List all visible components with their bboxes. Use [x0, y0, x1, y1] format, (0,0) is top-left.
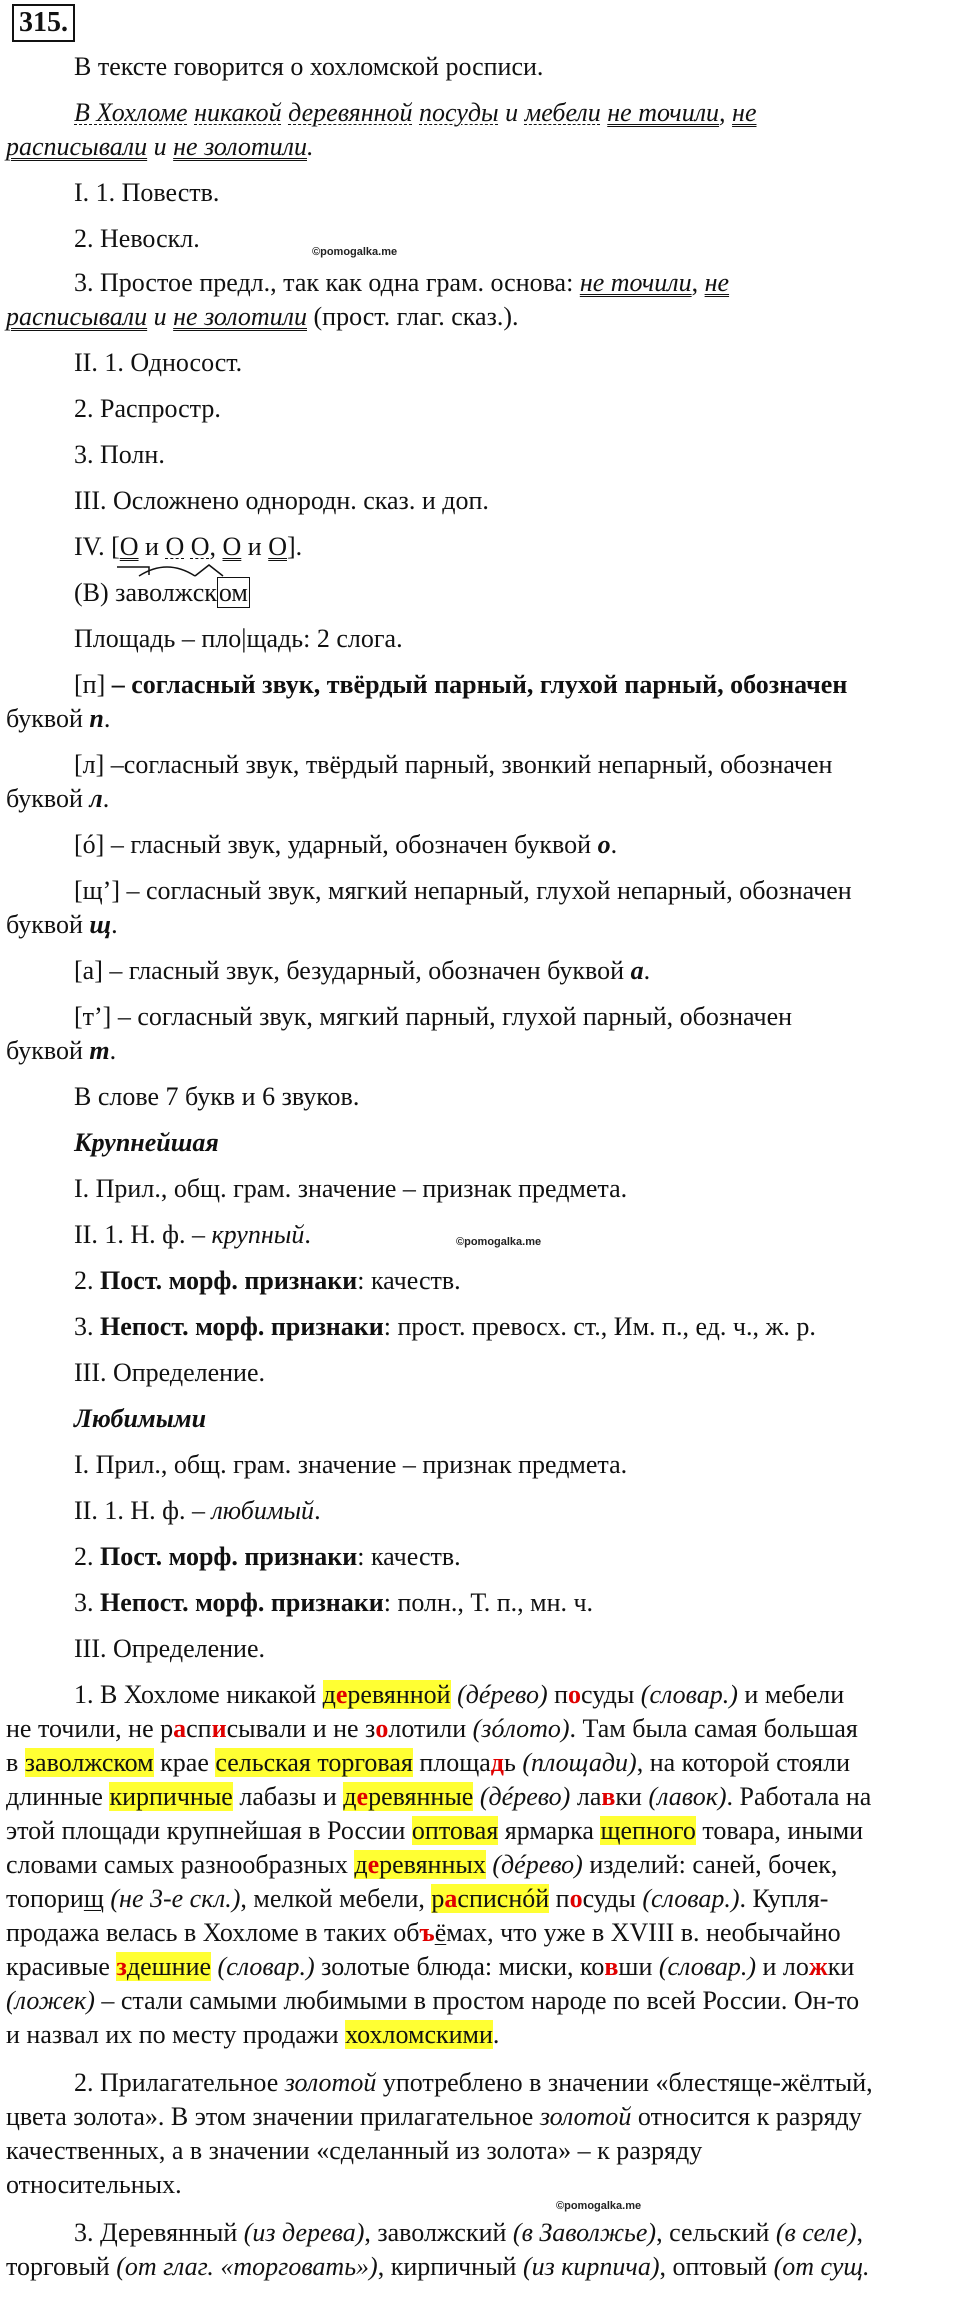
text-fragment: и [505, 98, 519, 127]
text-fragment: (из дерева) [243, 2218, 365, 2247]
text-fragment: золотой [539, 2102, 632, 2131]
text-fragment: . Там была самая большая [569, 1714, 858, 1743]
answer-line: относительных. [6, 2170, 182, 2199]
text-fragment: 3. Деревянный [74, 2218, 244, 2247]
text-fragment: мах, что уже в XVIII в. необычайно [446, 1918, 841, 1947]
suffix-mark [193, 576, 217, 610]
text-fragment: цвета золота». В этом значении прилагательное [6, 2102, 540, 2131]
word-heading: Любимыми [74, 1404, 207, 1433]
text-fragment: (словар.) [642, 1884, 740, 1913]
text-fragment: 3. [74, 1588, 100, 1617]
morph-line: III. Определение. [74, 1634, 266, 1663]
text-fragment: , на которой стояли [636, 1748, 850, 1777]
text-line [6, 1882, 828, 1916]
text-fragment: (в Заволжье) [512, 2218, 657, 2247]
morph-line [74, 1218, 311, 1252]
text-fragment: п [89, 704, 104, 733]
text-fragment: буквой [6, 784, 90, 813]
text-fragment: II. 1. Н. ф. – [74, 1496, 212, 1525]
text-fragment: ск [192, 578, 217, 607]
highlight [431, 1884, 549, 1913]
text-fragment: ревянные [368, 1782, 474, 1811]
analysis-line: III. Осложнено однородн. сказ. и доп. [74, 486, 489, 515]
text-fragment: о [568, 1680, 582, 1709]
text-fragment: ешние [140, 1952, 212, 1981]
analyzed-sentence-line-1 [74, 96, 757, 130]
text-fragment: , [209, 532, 223, 561]
text-fragment: (не 3-е скл.) [103, 1884, 241, 1913]
text-fragment: ]. [287, 532, 303, 561]
text-fragment: красивые [6, 1952, 117, 1981]
text-fragment: , [856, 2218, 864, 2247]
text-fragment: не золотили [173, 132, 307, 161]
text-fragment: крупный [211, 1220, 305, 1249]
text-fragment: ревянной [347, 1680, 451, 1709]
highlight [323, 1680, 451, 1709]
text-fragment: 2. Прилагательное [74, 2068, 285, 2097]
text-fragment: л [89, 784, 103, 813]
text-fragment: (словар.) [640, 1680, 738, 1709]
analysis-line [74, 266, 729, 300]
text-fragment: : качеств. [357, 1266, 461, 1295]
analyzed-sentence-line-2 [6, 130, 314, 164]
text-fragment: расписывали [6, 132, 148, 161]
text-fragment: , заволжский [364, 2218, 513, 2247]
text-fragment: (от сущ. [773, 2252, 870, 2281]
text-fragment: 3. [74, 1312, 100, 1341]
text-fragment: торговый [6, 2252, 117, 2281]
prefix-mark [115, 576, 137, 610]
phonetic-line [74, 954, 650, 988]
text-fragment: любимый [211, 1496, 315, 1525]
text-fragment: Непост. морф. признаки [100, 1312, 384, 1341]
text-fragment: O [190, 532, 210, 561]
text-fragment: ъ [419, 1918, 435, 1947]
morph-line: III. Определение. [74, 1358, 266, 1387]
text-fragment: 1. В Хохломе никакой [74, 1680, 323, 1709]
text-line [6, 1780, 871, 1814]
text-fragment: , мелкой мебели, [240, 1884, 432, 1913]
text-fragment: (прост. глаг. сказ.). [307, 302, 519, 331]
text-fragment: , сельский [656, 2218, 776, 2247]
text-fragment: Пост. морф. признаки [100, 1542, 358, 1571]
text-fragment: площа [412, 1748, 491, 1777]
text-fragment: изделий: саней, бочек, [582, 1850, 838, 1879]
analysis-line: 2. Невоскл. [74, 224, 200, 253]
text-fragment: ж [808, 1952, 828, 1981]
watermark: ©pomogalka.me [312, 246, 398, 258]
text-fragment: а [444, 1884, 458, 1913]
text-fragment: ярмарка [498, 1816, 601, 1845]
text-fragment: никакой [194, 98, 282, 127]
text-line [6, 1746, 850, 1780]
suffix-caret-icon [193, 562, 225, 578]
answer-line [6, 2100, 862, 2134]
text-fragment: золотые блюда: миски, ко [314, 1952, 605, 1981]
text-fragment: ь [503, 1748, 523, 1777]
highlight: хохломскими [345, 2020, 493, 2049]
text-fragment: и мебели [737, 1680, 845, 1709]
analysis-line: I. 1. Повеств. [74, 178, 220, 207]
morph-line: I. Прил., общ. грам. значение – признак предмета. [74, 1450, 628, 1479]
text-fragment: и [211, 1714, 227, 1743]
text-fragment: лотили [388, 1714, 473, 1743]
text-fragment: суды [581, 1680, 641, 1709]
phonetic-line [6, 782, 109, 816]
answer-line [6, 2250, 870, 2284]
phonetic-line: [т’] – согласный звук, мягкий парный, глухой парный, обозначен [74, 1002, 793, 1031]
text-fragment: (словар.) [658, 1952, 756, 1981]
intro-line [74, 50, 543, 84]
text-fragment: не точили [579, 268, 692, 297]
text-fragment: (зóлото) [472, 1714, 570, 1743]
text-fragment: мебели [524, 98, 601, 127]
text-fragment: , [719, 98, 726, 127]
text-fragment: Непост. морф. признаки [100, 1588, 384, 1617]
text-fragment: в [604, 1952, 619, 1981]
text-fragment: р [431, 1884, 445, 1913]
text-fragment: деревянной [288, 98, 413, 127]
text-fragment: . [492, 2020, 500, 2049]
text-fragment: , [691, 268, 705, 297]
text-fragment: д [490, 1748, 504, 1777]
text-fragment: ревянных [379, 1850, 486, 1879]
text-fragment: расписывали [6, 302, 148, 331]
text-fragment: посуды [419, 98, 499, 127]
text-fragment: д [126, 1952, 141, 1981]
text-fragment: 3. Простое предл., так как одна грам. основа: [74, 268, 580, 297]
phonetic-line: [л] –согласный звук, твёрдый парный, звонкий непарный, обозначен [74, 750, 833, 779]
highlight: кирпичные [109, 1782, 233, 1811]
text-fragment: . [314, 1496, 321, 1525]
text-fragment: (дéрево) [473, 1782, 571, 1811]
text-fragment: не золотили [173, 302, 307, 331]
morph-line [74, 1264, 461, 1298]
morph-line: I. Прил., общ. грам. значение – признак предмета. [74, 1174, 628, 1203]
text-fragment: . [111, 910, 118, 939]
text-fragment: : прост. превосх. ст., Им. п., ед. ч., ж. р. [383, 1312, 816, 1341]
text-fragment: продажа велась в Хохломе в таких об [6, 1918, 420, 1947]
text-fragment: в [6, 1748, 25, 1777]
highlight: заволжском [24, 1748, 154, 1777]
text-fragment: длинные [6, 1782, 110, 1811]
text-line [6, 1984, 859, 2018]
text-fragment: (В) [74, 578, 116, 607]
text-fragment: д [322, 1680, 336, 1709]
text-fragment: списнóй [457, 1884, 550, 1913]
text-fragment: [а] – гласный звук, безударный, обозначен буквой [74, 956, 631, 985]
text-fragment: В Хохломе [74, 98, 188, 127]
highlight [354, 1850, 486, 1879]
analysis-line: II. 1. Односост. [74, 348, 243, 377]
text-fragment: и [241, 532, 269, 561]
watermark: ©pomogalka.me [556, 2200, 642, 2212]
root-arc-icon [137, 562, 197, 578]
highlight [116, 1952, 211, 1981]
root-mark [137, 576, 193, 610]
text-fragment: употреблено в значении «блестяще-жёлтый, [376, 2068, 873, 2097]
analysis-line: 3. Полн. [74, 440, 165, 469]
highlight: щепного [600, 1816, 696, 1845]
text-fragment: не [704, 268, 730, 297]
morph-line [74, 1310, 816, 1344]
morph-line [74, 1586, 593, 1620]
text-line [6, 1814, 863, 1848]
text-fragment: не точили, не р [6, 1714, 174, 1743]
text-fragment: (словар.) [211, 1952, 315, 1981]
text-fragment: о [597, 830, 611, 859]
text-fragment: и назвал их по месту продажи [6, 2020, 346, 2049]
text-fragment: . [643, 956, 651, 985]
exercise-number: 315. [12, 4, 75, 42]
text-fragment: буквой [6, 910, 90, 939]
highlight: сельская торговая [215, 1748, 413, 1777]
text-fragment: II. 1. Н. ф. – [74, 1220, 212, 1249]
text-fragment: . [307, 132, 314, 161]
text-fragment: (лавок) [648, 1782, 727, 1811]
phonetic-line: [щ’] – согласный звук, мягкий непарный, глухой непарный, обозначен [74, 876, 852, 905]
text-fragment: щ [89, 910, 112, 939]
phonetic-line [6, 908, 118, 942]
text-fragment: . [610, 830, 618, 859]
text-fragment: , оптовый [659, 2252, 774, 2281]
ending-box: ом [218, 578, 248, 607]
text-line [74, 1678, 844, 1712]
text-fragment: : качеств. [357, 1542, 461, 1571]
text-fragment: в [601, 1782, 616, 1811]
text-fragment: [п] [74, 670, 112, 699]
text-fragment: В тексте говорится о хохломской росписи. [74, 52, 544, 81]
text-fragment: не [732, 98, 757, 127]
text-fragment: д [354, 1850, 368, 1879]
text-fragment: а [630, 956, 644, 985]
text-fragment: – стали самыми любимыми в простом народе по всей России. Он-то [94, 1986, 860, 2015]
text-fragment: буквой [6, 704, 90, 733]
text-fragment: т [89, 1036, 110, 1065]
text-fragment: з [116, 1952, 127, 1981]
text-fragment: . [103, 704, 111, 733]
text-fragment: этой площади крупнейшая в России [6, 1816, 412, 1845]
text-fragment: – согласный звук, твёрдый парный, глухой парный, обозначен [111, 670, 848, 699]
text-fragment: IV. [ [74, 532, 120, 561]
text-fragment: ла [570, 1782, 602, 1811]
text-fragment: волж [136, 578, 193, 607]
text-fragment: суды [582, 1884, 643, 1913]
text-fragment: : полн., Т. п., мн. ч. [383, 1588, 594, 1617]
answer-line [74, 2216, 863, 2250]
answer-line [74, 2066, 873, 2100]
text-fragment: п [549, 1884, 570, 1913]
text-fragment: за [115, 578, 137, 607]
text-fragment: крае [153, 1748, 216, 1777]
text-fragment: не точили [607, 98, 720, 127]
text-fragment: сывали и не з [226, 1714, 376, 1743]
text-fragment: 2. [74, 1542, 100, 1571]
syllables-line: Площадь – пло|щадь: 2 слога. [74, 624, 403, 653]
text-fragment: (в селе) [775, 2218, 857, 2247]
text-fragment: словами самых разнообразных [6, 1850, 355, 1879]
text-fragment: ё [434, 1918, 447, 1947]
text-fragment: , кирпичный [377, 2252, 523, 2281]
text-fragment: о [375, 1714, 389, 1743]
letter-count-line: В слове 7 букв и 6 звуков. [74, 1082, 360, 1111]
text-fragment: (из кирпича) [522, 2252, 660, 2281]
text-fragment: O [119, 532, 139, 561]
text-fragment: . [102, 784, 110, 813]
text-line [6, 2018, 499, 2052]
text-fragment: сп [186, 1714, 212, 1743]
text-fragment: 2. [74, 1266, 100, 1295]
morph-line [74, 1494, 321, 1528]
highlight [343, 1782, 473, 1811]
text-fragment: и [138, 532, 166, 561]
text-fragment: Пост. морф. признаки [100, 1266, 358, 1295]
text-fragment: . Купля- [739, 1884, 829, 1913]
text-fragment: д [343, 1782, 357, 1811]
text-fragment: е [356, 1782, 369, 1811]
text-fragment: е [367, 1850, 380, 1879]
text-fragment: (площади) [522, 1748, 637, 1777]
text-fragment: O [222, 532, 242, 561]
text-line [6, 1712, 858, 1746]
text-fragment: . Работала на [726, 1782, 872, 1811]
phonetic-line [6, 702, 110, 736]
text-fragment: топори [6, 1884, 84, 1913]
text-fragment: ши [618, 1952, 659, 1981]
text-fragment: . [304, 1220, 311, 1249]
text-fragment: о [569, 1884, 583, 1913]
phonetic-line [74, 668, 847, 702]
text-fragment: п [547, 1680, 569, 1709]
text-fragment: щ [83, 1884, 104, 1913]
text-line [6, 1950, 854, 1984]
text-fragment: (дéрево) [485, 1850, 583, 1879]
phonetic-line [6, 1034, 116, 1068]
watermark: ©pomogalka.me [456, 1236, 542, 1248]
text-fragment: товара, иными [695, 1816, 864, 1845]
analysis-line: 2. Распростр. [74, 394, 221, 423]
text-fragment: (ложек) [6, 1986, 95, 2015]
text-fragment: [ó] – гласный звук, ударный, обозначен буквой [74, 830, 598, 859]
word-heading: Крупнейшая [74, 1128, 219, 1157]
text-fragment: е [335, 1680, 348, 1709]
text-fragment: (дéрево) [450, 1680, 548, 1709]
text-fragment: и ло [755, 1952, 809, 1981]
text-fragment: золотой [284, 2068, 377, 2097]
sentence-scheme [74, 530, 302, 564]
morph-line [74, 1540, 461, 1574]
text-line [6, 1848, 837, 1882]
answer-line: качественных, а в значении «сделанный из золота» – к разряду [6, 2136, 703, 2165]
text-line [6, 1916, 841, 1950]
phonetic-line [74, 828, 617, 862]
text-fragment: и [153, 132, 167, 161]
text-fragment: O [165, 532, 185, 561]
text-fragment: а [173, 1714, 187, 1743]
text-fragment: (от глаг. «торговать») [116, 2252, 378, 2281]
text-fragment: и [147, 302, 174, 331]
analysis-line [6, 300, 519, 334]
text-fragment: буквой [6, 1036, 90, 1065]
morpheme-analysis [74, 576, 250, 610]
highlight: оптовая [411, 1816, 499, 1845]
text-fragment: лабазы и [232, 1782, 344, 1811]
text-fragment: ки [615, 1782, 649, 1811]
text-fragment: O [268, 532, 287, 561]
text-fragment: . [109, 1036, 117, 1065]
text-fragment: ки [827, 1952, 855, 1981]
text-fragment: относится к разряду [631, 2102, 862, 2131]
